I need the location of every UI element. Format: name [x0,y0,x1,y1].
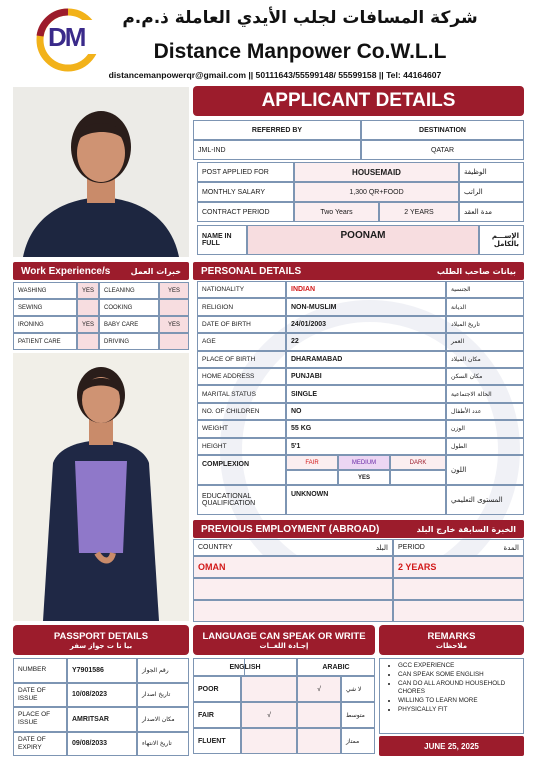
passport-field-arabic: تاريخ اصدار [137,683,189,708]
passport-title-arabic: بيا نا ت جواز سفر [69,641,133,650]
work-experience-skill: PATIENT CARE [13,333,77,350]
education-arabic: المستوى التعليمي [446,485,524,515]
personal-field-label: NO. OF CHILDREN [197,403,286,420]
personal-field-label: RELIGION [197,298,286,315]
country-header [193,539,393,556]
personal-field-arabic: عدد الأطفال [446,403,524,420]
language-english-mark: √ [241,702,297,728]
personal-field-arabic: تاريخ الميلاد [446,316,524,333]
education-label-line2: QUALIFICATION [202,500,256,507]
personal-field-value: INDIAN [286,281,446,298]
personal-field-label: AGE [197,333,286,350]
applicant-details-title [193,86,524,116]
monthly-salary-value: 1,300 QR+FOOD [294,182,459,202]
work-experience-value: YES [159,282,189,299]
work-experience-value: YES [77,316,99,333]
previous-employment-title: PREVIOUS EMPLOYMENT (ABROAD) [201,523,380,535]
name-label [197,225,247,255]
destination-label: DESTINATION [361,120,524,140]
work-experience-skill: BABY CARE [99,316,159,333]
employment-blank-country-2 [193,600,393,622]
personal-field-value: NON-MUSLIM [286,298,446,315]
work-experience-header [13,262,189,280]
personal-details-header [193,262,524,280]
passport-field-value: Y7901586 [67,658,137,683]
personal-field-label: DATE OF BIRTH [197,316,286,333]
company-logo [34,6,108,72]
period-header [393,539,524,556]
previous-employment-title-arabic: الخبرة السابقة خارج البلد [416,524,516,534]
passport-field-value: 09/08/2033 [67,732,137,757]
work-experience-title: Work Experience/s [21,265,111,277]
work-experience-value: YES [77,282,99,299]
language-level-arabic: لا شي [341,676,375,702]
destination-value: QATAR [361,140,524,160]
personal-field-value: PUNJABI [286,368,446,385]
personal-field-label: HEIGHT [197,438,286,455]
personal-field-value: 5'1 [286,438,446,455]
remark-item: • GCC EXPERIENCE [398,662,519,671]
remarks-header [379,625,524,655]
personal-field-value: NO [286,403,446,420]
personal-field-arabic: العمر [446,333,524,350]
language-header [193,625,375,655]
contract-period-label: CONTRACT PERIOD [197,202,294,222]
passport-field-label: PLACE OF ISSUE [13,707,67,732]
complexion-label: COMPLEXION [197,455,286,485]
language-level-label: FLUENT [193,728,241,754]
contract-period-value: Two Years [294,202,379,222]
language-english-header: ENGLISH [193,658,297,676]
passport-title: PASSPORT DETAILS [53,630,149,642]
work-experience-skill: CLEANING [99,282,159,299]
remarks-title-arabic: ملاحظات [435,641,468,650]
language-title-arabic: إجـادة اللغــات [259,641,309,650]
personal-field-value: 22 [286,333,446,350]
name-label-line1: NAME IN [202,233,232,240]
work-experience-value [77,333,99,350]
personal-field-label: HOME ADDRESS [197,368,286,385]
education-label [197,485,286,515]
contract-period-arabic: مدة العقد [459,202,524,222]
work-experience-value [159,299,189,316]
applicant-photo-portrait [13,87,189,257]
passport-field-value: AMRITSAR [67,707,137,732]
language-arabic-header: ARABIC [297,658,375,676]
language-arabic-mark: √ [297,676,341,702]
personal-field-value: 55 KG [286,420,446,437]
monthly-salary-arabic: الراتب [459,182,524,202]
employment-blank-country-1 [193,578,393,600]
work-experience-skill: DRIVING [99,333,159,350]
remarks-list [390,662,519,715]
personal-field-label: MARITAL STATUS [197,385,286,402]
language-english-mark [241,728,297,754]
name-value-text: POONAM [340,230,386,241]
referred-by-value: JML-IND [193,140,361,160]
country-arabic: البلد [375,543,388,552]
language-level-label: POOR [193,676,241,702]
contact-line: distancemanpowerqr@gmail.com || 50111643/55599148/ 55599158 || Tel: 44164607 [108,70,442,80]
passport-field-arabic: مكان الاصدار [137,707,189,732]
remark-item: • CAN SPEAK SOME ENGLISH [398,671,519,680]
monthly-salary-label: MONTHLY SALARY [197,182,294,202]
personal-field-label: NATIONALITY [197,281,286,298]
complexion-fair-mark [286,470,338,485]
complexion-medium: MEDIUM [338,455,390,470]
employment-blank-period-2 [393,600,524,622]
passport-field-arabic: تاريخ الانتهاء [137,732,189,757]
language-arabic-mark [297,702,341,728]
complexion-fair: FAIR [286,455,338,470]
post-applied-label: POST APPLIED FOR [197,162,294,182]
personal-field-value: DHARAMABAD [286,351,446,368]
complexion-medium-mark: YES [338,470,390,485]
language-level-arabic: متوسط [341,702,375,728]
complexion-dark: DARK [390,455,446,470]
remark-item: • PHYSICALLY FIT [398,706,519,715]
personal-details-title: PERSONAL DETAILS [201,265,302,277]
language-english-mark [241,676,297,702]
personal-field-arabic: الطول [446,438,524,455]
date-footer [379,736,524,756]
name-value [247,225,479,255]
work-experience-skill: COOKING [99,299,159,316]
referred-by-label: REFERRED BY [193,120,361,140]
language-level-arabic: ممتاز [341,728,375,754]
name-label-line2: FULL [202,240,220,247]
work-experience-title-arabic: خبرات العمل [130,266,181,276]
personal-field-arabic: الجنسية [446,281,524,298]
work-experience-skill: WASHING [13,282,77,299]
work-experience-value [77,299,99,316]
work-experience-value [159,333,189,350]
name-arabic [479,225,524,255]
company-name: Distance Manpower Co.W.L.L [153,40,447,63]
employment-period-value: 2 YEARS [393,556,524,578]
personal-field-arabic: مكان الميلاد [446,351,524,368]
education-label-line1: EDUCATIONAL [202,493,252,500]
passport-field-label: DATE OF ISSUE [13,683,67,708]
personal-field-label: PLACE OF BIRTH [197,351,286,368]
personal-field-arabic: الوزن [446,420,524,437]
remark-item: • CAN DO ALL AROUND HOUSEHOLD CHORES [398,680,519,698]
company-name-arabic: شركة المسافات لجلب الأيدي العاملة ذ.م.م [122,8,478,28]
education-value: UNKNOWN [286,485,446,515]
passport-field-arabic: رقم الجواز [137,658,189,683]
applicant-photo-full [13,353,189,621]
employment-blank-period-1 [393,578,524,600]
language-arabic-mark [297,728,341,754]
logo-letters: DM [48,22,85,52]
post-applied-arabic: الوظيفة [459,162,524,182]
contract-period-years: 2 YEARS [379,202,459,222]
previous-employment-header [193,520,524,538]
personal-field-arabic: الحالة الاجتماعية [446,385,524,402]
personal-field-value: SINGLE [286,385,446,402]
title-text: APPLICANT DETAILS [261,90,456,111]
personal-field-arabic: الديانة [446,298,524,315]
work-experience-value: YES [159,316,189,333]
period-arabic: المدة [503,543,519,552]
employment-country-value: OMAN [193,556,393,578]
work-experience-skill: IRONING [13,316,77,333]
personal-field-value: 24/01/2003 [286,316,446,333]
passport-details-header [13,625,189,655]
country-label: COUNTRY [198,544,233,551]
remarks-title: REMARKS [427,630,476,642]
personal-field-label: WEIGHT [197,420,286,437]
document-date: JUNE 25, 2025 [424,741,479,751]
work-experience-skill: SEWING [13,299,77,316]
post-applied-value: HOUSEMAID [294,162,459,182]
passport-field-label: NUMBER [13,658,67,683]
name-arabic-line1: الإســـم [491,232,519,240]
name-arabic-line2: بالكامل [493,240,519,248]
personal-field-arabic: مكان السكن [446,368,524,385]
complexion-arabic: اللون [446,455,524,485]
language-title: LANGUAGE CAN SPEAK OR WRITE [202,630,366,642]
complexion-dark-mark [390,470,446,485]
period-label: PERIOD [398,544,425,551]
personal-details-title-arabic: بيانات صاحب الطلب [436,266,516,276]
passport-field-label: DATE OF EXPIRY [13,732,67,757]
remarks-box [379,658,524,734]
passport-field-value: 10/08/2023 [67,683,137,708]
language-level-label: FAIR [193,702,241,728]
remark-item: • WILLING TO LEARN MORE [398,697,519,706]
